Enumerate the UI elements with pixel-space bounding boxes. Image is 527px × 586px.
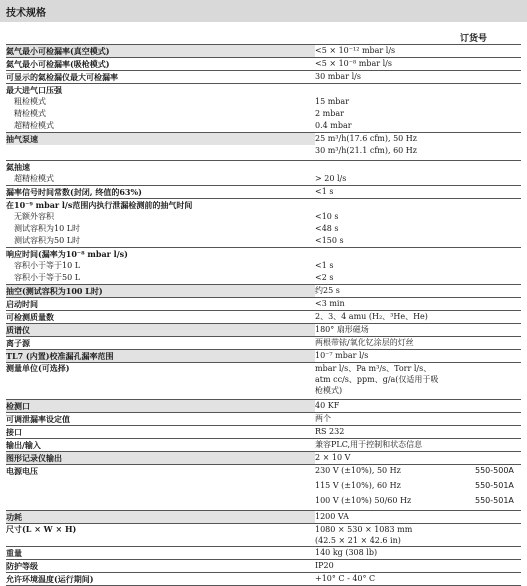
spec-row [6, 336, 521, 349]
spec-row [6, 284, 521, 297]
spec-value: 1200 VA [315, 512, 349, 521]
spec-row [6, 362, 521, 396]
spec-row [6, 572, 521, 586]
spec-row [6, 57, 521, 70]
spec-row [6, 412, 521, 425]
spec-label: 漏率信号时间常数(封闭, 终值的63%) [6, 187, 142, 197]
spec-row [6, 272, 521, 284]
spec-value: 约25 s [315, 286, 340, 295]
spec-row [6, 70, 521, 83]
spec-row [6, 546, 521, 559]
spec-row [6, 44, 521, 57]
spec-label: 氦气最小可检漏率(真空模式) [6, 45, 315, 57]
spec-label: 允许环境温度(运行期间) [6, 574, 94, 584]
spec-value: 140 kg (308 lb) [315, 548, 378, 557]
spec-label: 最大进气口压强 [6, 85, 62, 95]
spec-row [6, 510, 521, 523]
spec-row [6, 399, 521, 412]
spec-label: 检测口 [6, 400, 315, 412]
spec-row [6, 247, 521, 260]
spec-value: mbar l/s、Pa m³/s、Torr l/s、 atm cc/s、ppm、g/a(仅适用于吸 枪模式) [315, 364, 439, 395]
spec-value: 15 mbar [315, 97, 350, 106]
section-title: 技术规格 [6, 8, 46, 19]
spec-label: 功耗 [6, 511, 315, 523]
spec-label: 图形记录仪输出 [6, 452, 315, 464]
spec-value: 10⁻⁷ mbar l/s [315, 351, 369, 360]
spec-label: 接口 [6, 427, 22, 437]
spec-label: 氦抽速 [6, 162, 30, 172]
spec-label: 测试容积为10 L时 [14, 224, 81, 233]
spec-value: 两根带铱/氧化钇涂层的灯丝 [315, 338, 414, 347]
spec-label: 启动时间 [6, 299, 38, 309]
spec-label: 精检模式 [14, 109, 46, 118]
spec-value: 100 V (±10%) 50/60 Hz [315, 496, 412, 505]
spec-value: +10° C - 40° C [315, 574, 376, 583]
spec-value: 2 mbar [315, 109, 344, 118]
spec-label: 防护等级 [6, 561, 38, 571]
spec-value: 180° 扇形磁场 [315, 325, 369, 334]
spec-row [6, 120, 521, 132]
header-bar [0, 0, 527, 22]
spec-value: <5 × 10⁻¹² mbar l/s [315, 46, 396, 55]
spec-label: 测量单位(可选择) [6, 363, 70, 373]
spec-value: 30 mbar l/s [315, 72, 361, 81]
spec-row [6, 223, 521, 235]
spec-row [6, 185, 521, 198]
order-code: 550-500A [475, 466, 514, 475]
spec-label: 粗检模式 [14, 97, 46, 106]
spec-row [6, 173, 521, 185]
spec-value: > 20 l/s [315, 174, 347, 183]
spec-row [6, 464, 521, 477]
spec-value: 1080 × 530 × 1083 mm (42.5 × 21 × 42.6 in) [315, 525, 413, 545]
spec-label: 响应时间(漏率为10⁻⁸ mbar l/s) [6, 249, 128, 259]
spec-row [6, 211, 521, 223]
spec-label: 输出/输入 [6, 440, 41, 450]
spec-value: <1 s [315, 187, 334, 196]
spec-label: 重量 [6, 548, 22, 558]
spec-value: <3 min [315, 299, 345, 308]
spec-value: <2 s [315, 273, 334, 282]
spec-value: 30 m³/h(21.1 cfm), 60 Hz [315, 146, 417, 155]
order-code: 550-501A [475, 496, 514, 505]
spec-row [6, 310, 521, 323]
spec-label: TL7 (内置)校准漏孔漏率范围 [6, 350, 315, 362]
spec-label: 超精检模式 [14, 121, 54, 130]
spec-value: 115 V (±10%), 60 Hz [315, 481, 401, 490]
spec-row [6, 323, 521, 336]
spec-value: RS 232 [315, 427, 345, 436]
spec-label: 氦气最小可检漏率(吸枪模式) [6, 59, 110, 69]
spec-label: 抽气泵速 [6, 133, 315, 145]
spec-label: 抽空(测试容积为100 L时) [6, 285, 315, 297]
spec-label: 在10⁻⁹ mbar l/s范围内执行泄漏检测前的抽气时间 [6, 200, 193, 210]
spec-label: 测试容积为50 L时 [14, 236, 81, 245]
spec-row [6, 523, 521, 546]
spec-label: 容积小于等于10 L [14, 261, 81, 270]
spec-value: 25 m³/h(17.6 cfm), 50 Hz [315, 134, 417, 143]
spec-row [6, 495, 521, 507]
spec-value: <10 s [315, 212, 339, 221]
spec-value: 兼容PLC,用于控制和状态信息 [315, 440, 423, 449]
spec-row [6, 260, 521, 272]
spec-value: 2、3、4 amu (H₂、³He、He) [315, 312, 428, 321]
spec-label: 电源电压 [6, 466, 38, 476]
spec-value: <150 s [315, 236, 344, 245]
spec-row [6, 132, 521, 145]
spec-label: 尺寸(L × W × H) [6, 524, 77, 534]
spec-label: 可显示的氦检漏仪最大可检漏率 [6, 72, 118, 82]
spec-label: 无额外容积 [14, 212, 54, 221]
spec-row [6, 160, 521, 173]
spec-row [6, 480, 521, 492]
spec-value: 40 KF [315, 401, 340, 410]
spec-label: 离子源 [6, 338, 30, 348]
spec-row [6, 297, 521, 310]
order-number-header: 订货号 [460, 34, 488, 44]
spec-row [6, 438, 521, 451]
spec-row [6, 198, 521, 211]
spec-value: 两个 [315, 414, 331, 423]
spec-row [6, 349, 521, 362]
spec-row [6, 235, 521, 247]
spec-label: 可检测质量数 [6, 312, 54, 322]
spec-label: 质谱仪 [6, 324, 315, 336]
spec-label: 超精检模式 [14, 174, 54, 183]
spec-label: 容积小于等于50 L [14, 273, 81, 282]
spec-row [6, 96, 521, 108]
spec-row [6, 108, 521, 120]
spec-row [6, 83, 521, 96]
spec-table [6, 44, 521, 586]
spec-value: <5 × 10⁻⁸ mbar l/s [315, 59, 392, 68]
spec-value: 0.4 mbar [315, 121, 352, 130]
order-code: 550-501A [475, 481, 514, 490]
spec-value: 2 × 10 V [315, 453, 351, 462]
spec-value: IP20 [315, 561, 334, 570]
spec-row [6, 145, 521, 157]
spec-value: <1 s [315, 261, 334, 270]
spec-label: 可调泄漏率设定值 [6, 414, 70, 424]
spec-value: 230 V (±10%), 50 Hz [315, 466, 401, 475]
spec-row [6, 451, 521, 464]
spec-value: <48 s [315, 224, 339, 233]
spec-row [6, 425, 521, 438]
